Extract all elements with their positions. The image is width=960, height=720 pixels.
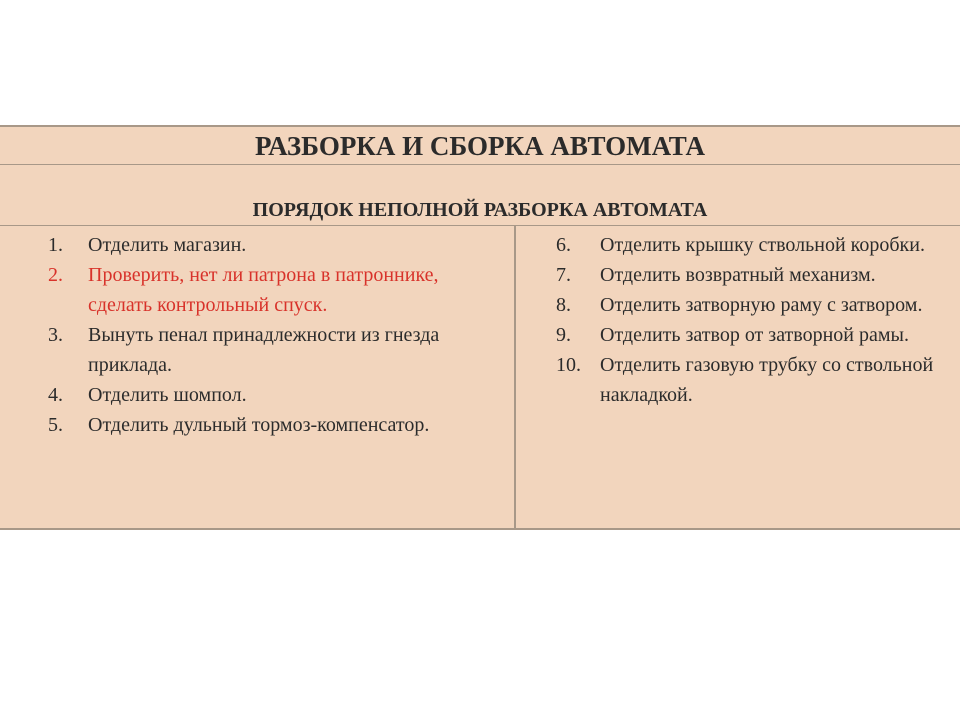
step-text: Вынуть пенал принадлежности из гнезда приклада.: [88, 324, 440, 376]
step-item: [48, 320, 488, 380]
step-text: Отделить затворную раму с затвором.: [600, 294, 923, 316]
step-text: Отделить затвор от затворной рамы.: [600, 324, 909, 346]
header-divider: [0, 225, 960, 226]
step-number: 7.: [556, 264, 571, 286]
steps-left-column: [48, 230, 488, 440]
step-item-highlighted: [48, 260, 488, 320]
step-number: 8.: [556, 294, 571, 316]
step-item: [556, 260, 955, 290]
step-number: 1.: [48, 234, 63, 256]
steps-right-column: [556, 230, 955, 410]
step-item: [556, 350, 955, 410]
step-number: 9.: [556, 324, 571, 346]
step-item: [556, 320, 955, 350]
step-number: 4.: [48, 384, 63, 406]
step-item: [48, 230, 488, 260]
column-divider: [514, 226, 516, 530]
step-item: [48, 410, 488, 440]
step-item: [556, 230, 955, 260]
step-item: [48, 380, 488, 410]
step-item: [556, 290, 955, 320]
step-text: Отделить дульный тормоз-компенсатор.: [88, 414, 430, 436]
step-text: Отделить магазин.: [88, 234, 247, 256]
step-text: Отделить газовую трубку со ствольной накладкой.: [600, 354, 934, 406]
step-number: 10.: [556, 354, 581, 376]
step-number: 3.: [48, 324, 63, 346]
instruction-table: [0, 125, 960, 530]
step-number: 5.: [48, 414, 63, 436]
step-text: Отделить возвратный механизм.: [600, 264, 876, 286]
section-subtitle: ПОРЯДОК НЕПОЛНОЙ РАЗБОРКА АВТОМАТА: [252, 199, 708, 221]
title-row: [0, 127, 960, 165]
step-text: Отделить шомпол.: [88, 384, 247, 406]
step-text: Отделить крышку ствольной коробки.: [600, 234, 925, 256]
step-number: 6.: [556, 234, 571, 256]
step-number: 2.: [48, 264, 63, 286]
page-title: РАЗБОРКА И СБОРКА АВТОМАТА: [255, 131, 705, 161]
step-text: Проверить, нет ли патрона в патроннике, сделать контрольный спуск.: [88, 264, 439, 316]
